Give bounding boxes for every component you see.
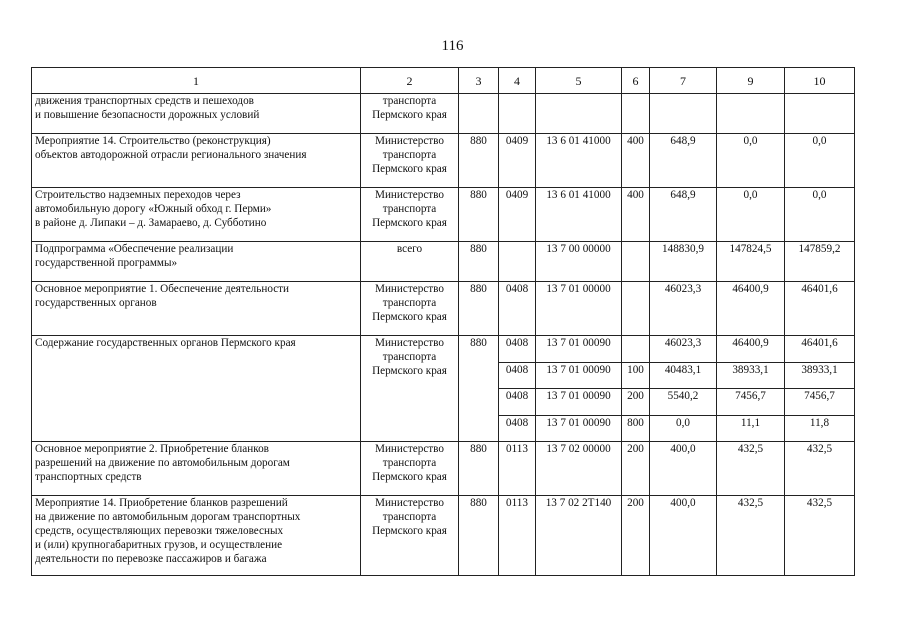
row-code <box>459 94 499 134</box>
row-type <box>622 242 650 282</box>
row-value-9 <box>717 94 785 134</box>
row-type: 400 <box>622 134 650 188</box>
table-row <box>32 242 855 282</box>
row-target: 13 7 01 00090 <box>536 416 622 442</box>
row-section: 0409 <box>499 134 536 188</box>
row-admin: Министерство транспорта Пермского края <box>372 497 447 537</box>
row-value-7: 400,0 <box>650 442 717 496</box>
row-value-7: 648,9 <box>650 188 717 242</box>
col-header-6: 6 <box>622 68 650 94</box>
row-value-10: 7456,7 <box>785 389 855 416</box>
page-number: 116 <box>441 38 464 54</box>
row-name: Строительство надземных переходов через автомобильную дорогу «Южный обход г. Перми» в районе д. Липаки – д. Замараево, д. Субботино <box>35 189 272 229</box>
row-value-7: 148830,9 <box>650 242 717 282</box>
col-header-2: 2 <box>361 68 459 94</box>
row-target: 13 6 01 41000 <box>536 134 622 188</box>
row-name: Мероприятие 14. Приобретение бланков разрешений на движение по автомобильным дорогам транспортных средств, осуществляющих перевозки тяжеловесных и (или) крупногабаритных грузов, и осуществление деятельности по перевозке пассажиров и багажа <box>35 497 301 565</box>
row-section: 0409 <box>499 188 536 242</box>
row-value-9: 46400,9 <box>717 336 785 363</box>
row-section: 0408 <box>499 282 536 336</box>
row-value-9: 46400,9 <box>717 282 785 336</box>
row-value-7: 40483,1 <box>650 363 717 389</box>
header-row <box>32 68 855 94</box>
row-admin: Министерство транспорта Пермского края <box>372 189 447 229</box>
row-value-10: 11,8 <box>785 416 855 442</box>
row-section: 0113 <box>499 442 536 496</box>
row-value-10: 0,0 <box>785 188 855 242</box>
row-value-9: 432,5 <box>717 442 785 496</box>
budget-table <box>31 67 855 576</box>
row-value-10: 46401,6 <box>785 282 855 336</box>
col-header-4: 4 <box>499 68 536 94</box>
table-row <box>32 282 855 336</box>
col-header-7: 7 <box>650 68 717 94</box>
row-value-7 <box>650 94 717 134</box>
row-code: 880 <box>459 134 499 188</box>
row-target <box>536 94 622 134</box>
row-value-7: 46023,3 <box>650 336 717 363</box>
row-section: 0408 <box>499 336 536 363</box>
table-row <box>32 134 855 188</box>
row-target: 13 7 00 00000 <box>536 242 622 282</box>
table-row <box>32 336 855 363</box>
row-type: 400 <box>622 188 650 242</box>
row-value-7: 400,0 <box>650 496 717 576</box>
row-type <box>622 94 650 134</box>
table-row <box>32 496 855 576</box>
row-value-9: 0,0 <box>717 134 785 188</box>
col-header-5: 5 <box>536 68 622 94</box>
table-row <box>32 188 855 242</box>
row-name: Основное мероприятие 2. Приобретение бланков разрешений на движение по автомобильным дорогам транспортных средств <box>35 443 290 483</box>
row-admin: Министерство транспорта Пермского края <box>372 283 447 323</box>
row-type <box>622 336 650 363</box>
row-value-9: 11,1 <box>717 416 785 442</box>
row-admin: Министерство транспорта Пермского края <box>372 443 447 483</box>
row-value-10: 0,0 <box>785 134 855 188</box>
row-value-10: 147859,2 <box>785 242 855 282</box>
col-header-10: 10 <box>785 68 855 94</box>
row-target: 13 7 01 00090 <box>536 363 622 389</box>
row-type: 200 <box>622 496 650 576</box>
row-section <box>499 242 536 282</box>
group-code: 880 <box>459 336 499 442</box>
row-type: 800 <box>622 416 650 442</box>
row-value-7: 5540,2 <box>650 389 717 416</box>
table-row <box>32 94 855 134</box>
row-type <box>622 282 650 336</box>
row-name: движения транспортных средств и пешеходов и повышение безопасности дорожных условий <box>35 95 260 121</box>
row-value-10: 38933,1 <box>785 363 855 389</box>
row-code: 880 <box>459 242 499 282</box>
row-value-7: 0,0 <box>650 416 717 442</box>
row-name: Основное мероприятие 1. Обеспечение деятельности государственных органов <box>35 283 290 309</box>
col-header-3: 3 <box>459 68 499 94</box>
row-value-9: 432,5 <box>717 496 785 576</box>
row-value-10: 46401,6 <box>785 336 855 363</box>
row-value-9: 147824,5 <box>717 242 785 282</box>
row-type: 200 <box>622 442 650 496</box>
row-admin: транспорта Пермского края <box>372 95 447 121</box>
row-target: 13 7 01 00090 <box>536 336 622 363</box>
row-value-10: 432,5 <box>785 496 855 576</box>
table-row <box>32 442 855 496</box>
row-target: 13 6 01 41000 <box>536 188 622 242</box>
row-target: 13 7 01 00090 <box>536 389 622 416</box>
row-value-7: 648,9 <box>650 134 717 188</box>
row-value-9: 38933,1 <box>717 363 785 389</box>
col-header-1: 1 <box>32 68 361 94</box>
row-type: 200 <box>622 389 650 416</box>
row-section: 0408 <box>499 416 536 442</box>
row-section: 0408 <box>499 363 536 389</box>
row-name: Подпрограмма «Обеспечение реализации государственной программы» <box>35 243 234 269</box>
row-target: 13 7 01 00000 <box>536 282 622 336</box>
row-code: 880 <box>459 188 499 242</box>
row-type: 100 <box>622 363 650 389</box>
row-name: Мероприятие 14. Строительство (реконструкция) объектов автодорожной отрасли регионального значения <box>35 135 307 161</box>
row-value-9: 0,0 <box>717 188 785 242</box>
row-code: 880 <box>459 442 499 496</box>
row-code: 880 <box>459 282 499 336</box>
row-value-7: 46023,3 <box>650 282 717 336</box>
col-header-9: 9 <box>717 68 785 94</box>
row-admin: Министерство транспорта Пермского края <box>372 135 447 175</box>
row-section <box>499 94 536 134</box>
row-admin: всего <box>396 243 423 255</box>
group-admin: Министерство транспорта Пермского края <box>372 337 447 377</box>
row-target: 13 7 02 00000 <box>536 442 622 496</box>
row-value-9: 7456,7 <box>717 389 785 416</box>
row-code: 880 <box>459 496 499 576</box>
row-section: 0113 <box>499 496 536 576</box>
row-value-10: 432,5 <box>785 442 855 496</box>
row-value-10 <box>785 94 855 134</box>
row-target: 13 7 02 2Т140 <box>536 496 622 576</box>
row-section: 0408 <box>499 389 536 416</box>
group-name: Содержание государственных органов Пермского края <box>35 337 296 349</box>
